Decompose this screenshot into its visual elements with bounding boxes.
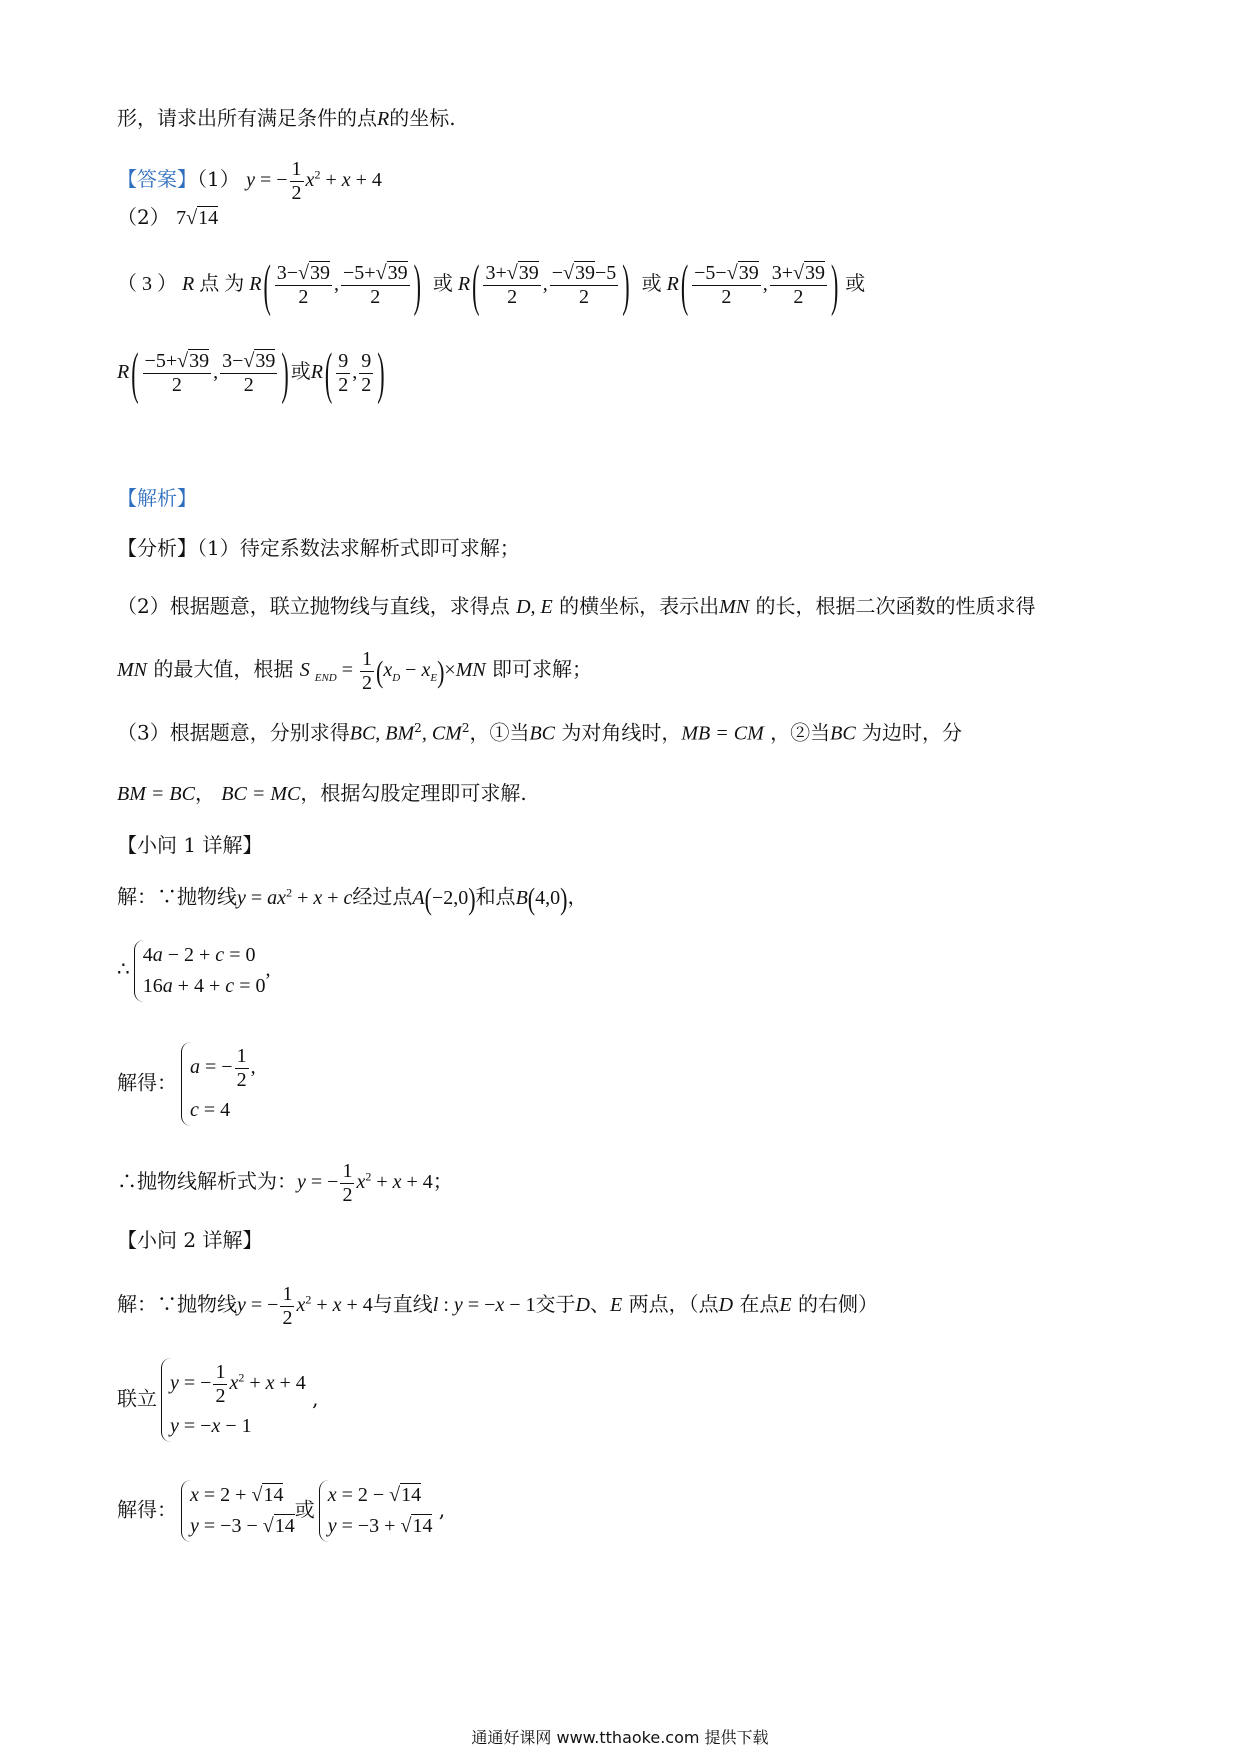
- q1-solution-line: 解：∵抛物线$y = ax^2 + x + c$经过点A(−2,0)和点B(4,0)，: [117, 880, 588, 916]
- analysis-tag: 【解析】: [117, 486, 197, 510]
- formula-answer1: y = − $\frac{1}{2}$ $x^2 + x + 4$: [246, 158, 382, 204]
- analysis-p3-line1: （3）根据题意，分别求得BC, $BM^2$, $CM^2$，①当BC 为对角线时，MB = CM ，②当BC 为边时，分: [117, 720, 963, 745]
- q2-solution-line: 解：∵抛物线y = − $\frac{1}{2}$ $x^2 + x + 4$与直线l : y = −x − 1交于D、E 两点，（点D 在点E 的右侧）: [117, 1283, 878, 1329]
- q1-system: ∴ 4a − 2 + c = 0 16a + 4 + c = 0 ,: [117, 940, 270, 1002]
- q2-tag: 【小问 2 详解】: [117, 1228, 263, 1252]
- answer-part3-line2: R( $\frac{-5+√39}{2}$ , $\frac{3-√39}{2}$ ) 或R( $\frac{9}{2}$ , $\frac{9}{2}$ ): [117, 339, 385, 405]
- q1-conclusion: ∴抛物线解析式为：y = − $\frac{1}{2}$ $x^2 + x + 4$；: [117, 1160, 453, 1206]
- intro-line: 形，请求出所有满足条件的点R的坐标.: [117, 106, 456, 130]
- point-R: R: [377, 108, 390, 130]
- analysis-p3-line2: BM = BC， BC = MC，根据勾股定理即可求解.: [117, 781, 527, 805]
- q2-solve: 解得： x = 2 + √14 y = −3 − √14 或 x = 2 − √14 y = −3 + √14 ,: [117, 1480, 445, 1542]
- answer-part2: （2） 7√14: [117, 205, 219, 229]
- answer-tag: 【答案】: [117, 167, 197, 192]
- answer-part1: 【答案】（1） y = − $\frac{1}{2}$ $x^2 + x + 4$: [117, 158, 382, 204]
- formula-answer2: 7√14: [176, 207, 219, 229]
- analysis-p1: 【分析】（1）待定系数法求解析式即可求解；: [117, 536, 520, 560]
- q1-solve: 解得： a = − $\frac{1}{2}$ , c = 4: [117, 1042, 256, 1126]
- q1-tag: 【小问 1 详解】: [117, 833, 263, 857]
- analysis-p2-line1: （2）根据题意，联立抛物线与直线，求得点 D, E 的横坐标，表示出MN 的长，根据二次函数的性质求得: [117, 594, 1036, 618]
- q2-joint-system: 联立 y = − $\frac{1}{2}$ $x^2 + x + 4$ y = −x − 1 ,: [117, 1358, 319, 1442]
- footer: 通通好课网 www.tthaoke.com 提供下载: [471, 1728, 769, 1747]
- answer-part3-line1: （ 3 ） R 点 为 R( $\frac{3-√39}{2}$ , $\frac{-5+√39}{2}$ ) 或 R( $\frac{3+√39}{2}$ , $\frac{-√39-5}{2}$ ) 或 R( $\frac{-5-√39}{2}$ , $\frac{3+√39}{2}$ ) 或: [117, 251, 866, 317]
- analysis-p2-line2: MN 的最大值，根据 S $_{END}$ = $\frac{1}{2}$ $(x_D - x_E)\times MN$ 即可求解；: [117, 648, 593, 694]
